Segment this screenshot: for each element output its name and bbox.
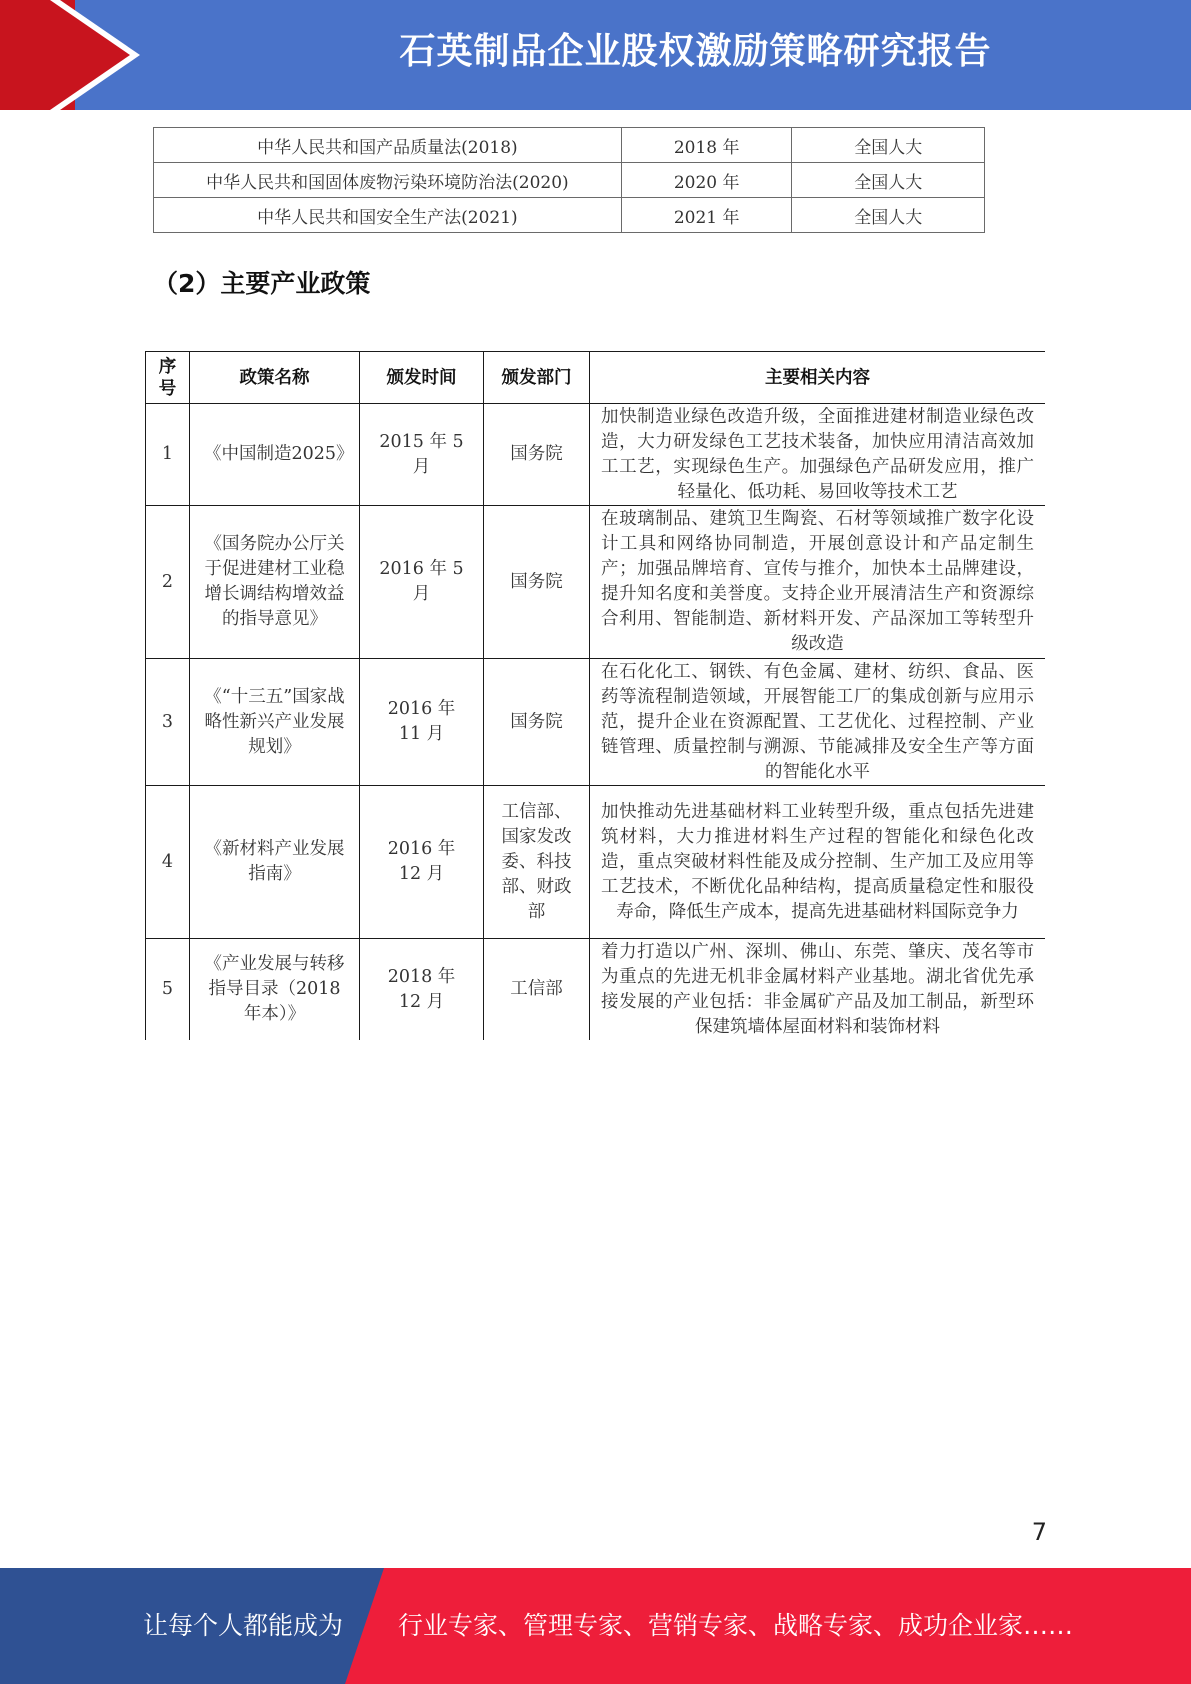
- header-dept: 颁发部门: [484, 352, 590, 404]
- law-name: 中华人民共和国固体废物污染环境防治法(2020): [154, 163, 622, 198]
- policy-content: 加快制造业绿色改造升级，全面推进建材制造业绿色改造，大力研发绿色工艺技术装备，加快应用清洁高效加工工艺，实现绿色生产。加强绿色产品研发应用，推广轻量化、低功耗、易回收等技术工艺: [590, 404, 1046, 506]
- law-year: 2018 年: [621, 128, 792, 163]
- policy-table: [145, 351, 1045, 1040]
- report-title: 石英制品企业股权激励策略研究报告: [399, 31, 992, 72]
- law-table: [153, 127, 985, 233]
- policy-name: 《国务院办公厅关于促进建材工业稳增长调结构增效益的指导意见》: [190, 506, 360, 659]
- table-header-row: [146, 352, 1046, 404]
- table-row: [154, 163, 985, 198]
- policy-content: 着力打造以广州、深圳、佛山、东莞、肇庆、茂名等市为重点的先进无机非金属材料产业基地。湖北省优先承接发展的产业包括：非金属矿产品及加工制品，新型环保建筑墙体屋面材料和装饰材料: [590, 939, 1046, 1041]
- policy-index: 2: [146, 506, 190, 659]
- policy-name: 《中国制造2025》: [190, 404, 360, 506]
- policy-content: 在石化化工、钢铁、有色金属、建材、纺织、食品、医药等流程制造领域，开展智能工厂的集成创新与应用示范，提升企业在资源配置、工艺优化、过程控制、产业链管理、质量控制与溯源、节能减排及安全生产等方面的智能化水平: [590, 659, 1046, 786]
- law-issuer: 全国人大: [792, 163, 985, 198]
- policy-dept: 国务院: [484, 506, 590, 659]
- policy-index: 3: [146, 659, 190, 786]
- policy-index: 5: [146, 939, 190, 1041]
- table-row: [154, 198, 985, 233]
- law-name: 中华人民共和国产品质量法(2018): [154, 128, 622, 163]
- policy-time: 2015 年 5 月: [360, 404, 484, 506]
- law-name: 中华人民共和国安全生产法(2021): [154, 198, 622, 233]
- policy-content: 加快推动先进基础材料工业转型升级，重点包括先进建筑材料，大力推进材料生产过程的智能化和绿色化改造，重点突破材料性能及成分控制、生产加工及应用等工艺技术，不断优化品种结构，提高质量稳定性和服役寿命，降低生产成本，提高先进基础材料国际竞争力: [590, 786, 1046, 939]
- header-time: 颁发时间: [360, 352, 484, 404]
- law-year: 2021 年: [621, 198, 792, 233]
- policy-time: 2016 年 11 月: [360, 659, 484, 786]
- policy-dept: 国务院: [484, 659, 590, 786]
- policy-dept: 国务院: [484, 404, 590, 506]
- header-index: 序号: [146, 352, 190, 404]
- header-arrow-icon: [0, 0, 150, 110]
- policy-index: 1: [146, 404, 190, 506]
- table-row: [154, 128, 985, 163]
- policy-time: 2016 年 12 月: [360, 786, 484, 939]
- header-name: 政策名称: [190, 352, 360, 404]
- policy-dept: 工信部、国家发改委、科技部、财政部: [484, 786, 590, 939]
- table-row: [146, 786, 1046, 939]
- law-year: 2020 年: [621, 163, 792, 198]
- policy-name: 《产业发展与转移指导目录（2018 年本）》: [190, 939, 360, 1041]
- section-title: （2）主要产业政策: [153, 269, 371, 298]
- page-footer: [0, 1568, 1191, 1684]
- table-row: [146, 404, 1046, 506]
- table-row: [146, 659, 1046, 786]
- law-issuer: 全国人大: [792, 128, 985, 163]
- policy-name: 《新材料产业发展指南》: [190, 786, 360, 939]
- policy-content: 在玻璃制品、建筑卫生陶瓷、石材等领域推广数字化设计工具和网络协同制造，开展创意设计和产品定制生产；加强品牌培育、宣传与推介，加快本土品牌建设，提升知名度和美誉度。支持企业开展清洁生产和资源综合利用、智能制造、新材料开发、产品深加工等转型升级改造: [590, 506, 1046, 659]
- policy-time: 2018 年 12 月: [360, 939, 484, 1041]
- policy-table-container: [145, 351, 1045, 1040]
- header-content: 主要相关内容: [590, 352, 1046, 404]
- policy-name: 《“十三五”国家战略性新兴产业发展规划》: [190, 659, 360, 786]
- table-row: [146, 506, 1046, 659]
- page-header: [0, 0, 1191, 110]
- footer-slogan-right: 行业专家、管理专家、营销专家、战略专家、成功企业家……: [398, 1611, 1074, 1640]
- table-row: [146, 939, 1046, 1041]
- footer-slogan-left: 让每个人都能成为: [143, 1611, 344, 1640]
- page-number: 7: [1031, 1518, 1047, 1546]
- policy-time: 2016 年 5 月: [360, 506, 484, 659]
- policy-index: 4: [146, 786, 190, 939]
- policy-dept: 工信部: [484, 939, 590, 1041]
- law-issuer: 全国人大: [792, 198, 985, 233]
